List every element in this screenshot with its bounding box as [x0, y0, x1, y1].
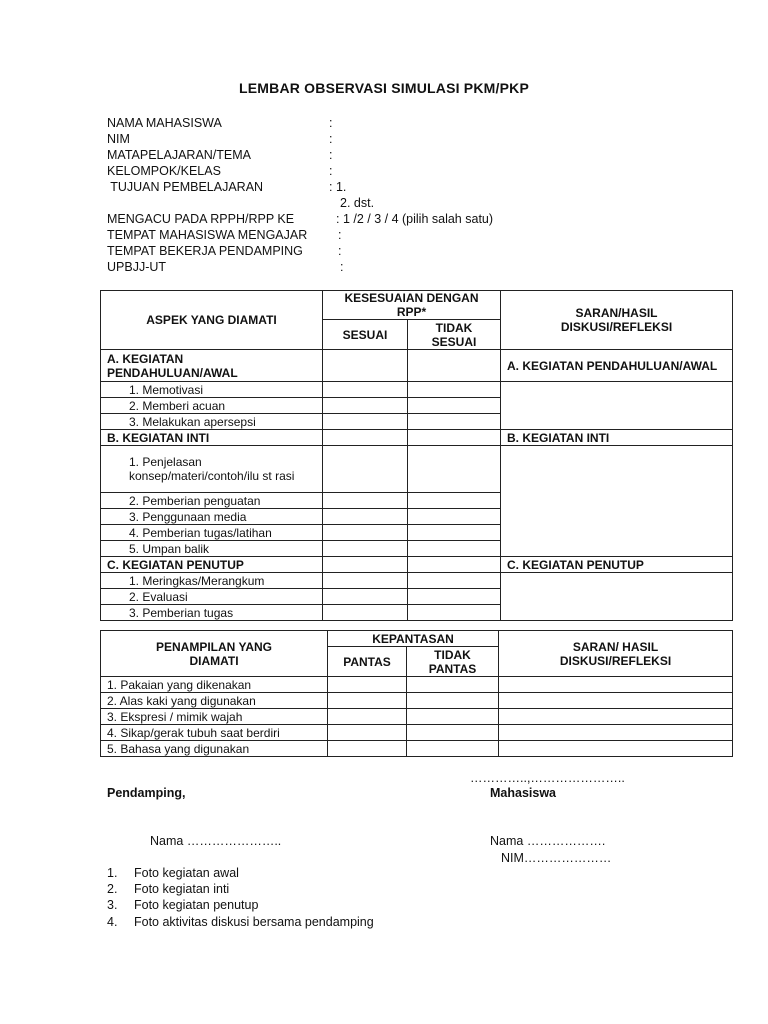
- attachment-item: [107, 898, 258, 912]
- saran-cell[interactable]: [499, 741, 733, 757]
- attachment-text: Foto kegiatan inti: [134, 882, 230, 896]
- aspect-item: 2. Evaluasi: [101, 589, 323, 605]
- field-label: UPBJJ-UT: [107, 260, 167, 274]
- check-sesuai-cell[interactable]: [323, 605, 408, 621]
- check-pantas-cell[interactable]: [328, 677, 407, 693]
- check-tidak-sesuai-cell[interactable]: [408, 446, 501, 493]
- check-pantas-cell[interactable]: [328, 709, 407, 725]
- check-sesuai-cell[interactable]: [323, 573, 408, 589]
- aspect-item: 2. Pemberian penguatan: [101, 493, 323, 509]
- check-tidak-pantas-cell[interactable]: [407, 677, 499, 693]
- saran-section-b-cell[interactable]: [501, 446, 733, 557]
- field-separator: :: [338, 244, 342, 258]
- field-label: MATAPELAJARAN/TEMA: [107, 148, 252, 162]
- saran-cell[interactable]: [499, 677, 733, 693]
- attachment-item: [107, 882, 229, 896]
- attachment-item: [107, 866, 239, 880]
- check-tidak-sesuai-cell[interactable]: [408, 525, 501, 541]
- check-tidak-sesuai-cell[interactable]: [408, 493, 501, 509]
- check-tidak-sesuai-cell[interactable]: [408, 398, 501, 414]
- appearance-item: 2. Alas kaki yang digunakan: [101, 693, 328, 709]
- appearance-item: 1. Pakaian yang dikenakan: [101, 677, 328, 693]
- check-sesuai-cell[interactable]: [323, 509, 408, 525]
- check-sesuai-cell[interactable]: [323, 557, 408, 573]
- saran-section-a-cell[interactable]: [501, 382, 733, 430]
- field-separator: : 1.: [329, 180, 347, 194]
- saran-cell[interactable]: [499, 725, 733, 741]
- appearance-header: PENAMPILAN YANG DIAMATI: [101, 631, 328, 677]
- check-sesuai-cell[interactable]: [323, 350, 408, 382]
- section-a-title: A. KEGIATAN PENDAHULUAN/AWAL: [101, 350, 323, 382]
- saran-section-c-cell[interactable]: [501, 573, 733, 621]
- date-line: …………..,…………………..: [470, 771, 625, 785]
- field-separator: :: [340, 260, 344, 274]
- aspect-item: 3. Melakukan apersepsi: [101, 414, 323, 430]
- appearance-item: 4. Sikap/gerak tubuh saat berdiri: [101, 725, 328, 741]
- attachment-number: 2.: [107, 882, 118, 896]
- check-pantas-cell[interactable]: [328, 725, 407, 741]
- field-label: TEMPAT BEKERJA PENDAMPING: [107, 244, 303, 258]
- pantas-header: PANTAS: [328, 647, 407, 677]
- saran-header: SARAN/HASIL DISKUSI/REFLEKSI: [501, 291, 733, 350]
- aspect-item: 1. Penjelasan konsep/materi/contoh/ilu st rasi: [101, 446, 323, 493]
- check-tidak-sesuai-cell[interactable]: [408, 382, 501, 398]
- kepantasan-header: KEPANTASAN: [328, 631, 499, 647]
- check-sesuai-cell[interactable]: [323, 541, 408, 557]
- observation-table: [100, 290, 733, 621]
- saran-cell[interactable]: [499, 693, 733, 709]
- attachment-number: 4.: [107, 915, 118, 929]
- section-b-title: B. KEGIATAN INTI: [101, 430, 323, 446]
- field-separator: :: [329, 148, 333, 162]
- sesuai-header: SESUAI: [323, 320, 408, 350]
- field-separator: :: [338, 228, 342, 242]
- page-title: LEMBAR OBSERVASI SIMULASI PKM/PKP: [239, 80, 529, 96]
- check-tidak-sesuai-cell[interactable]: [408, 350, 501, 382]
- saran-section-a-title: A. KEGIATAN PENDAHULUAN/AWAL: [501, 350, 733, 382]
- attachment-item: [107, 915, 374, 929]
- attachment-text: Foto aktivitas diskusi bersama pendamping: [134, 915, 374, 929]
- check-pantas-cell[interactable]: [328, 693, 407, 709]
- check-tidak-sesuai-cell[interactable]: [408, 541, 501, 557]
- kesesuaian-header: KESESUAIAN DENGAN RPP*: [323, 291, 501, 320]
- field-separator: 2. dst.: [340, 196, 375, 210]
- section-c-title: C. KEGIATAN PENUTUP: [101, 557, 323, 573]
- check-sesuai-cell[interactable]: [323, 589, 408, 605]
- check-tidak-sesuai-cell[interactable]: [408, 557, 501, 573]
- saran-header-2: SARAN/ HASIL DISKUSI/REFLEKSI: [499, 631, 733, 677]
- check-sesuai-cell[interactable]: [323, 414, 408, 430]
- check-tidak-sesuai-cell[interactable]: [408, 605, 501, 621]
- check-sesuai-cell[interactable]: [323, 493, 408, 509]
- aspect-item: 5. Umpan balik: [101, 541, 323, 557]
- check-tidak-sesuai-cell[interactable]: [408, 573, 501, 589]
- mahasiswa-label: Mahasiswa: [490, 786, 557, 800]
- aspect-item: 3. Penggunaan media: [101, 509, 323, 525]
- aspect-item: 3. Pemberian tugas: [101, 605, 323, 621]
- aspect-header: ASPEK YANG DIAMATI: [101, 291, 323, 350]
- appearance-table: [100, 630, 733, 757]
- saran-section-c-title: C. KEGIATAN PENUTUP: [501, 557, 733, 573]
- check-tidak-pantas-cell[interactable]: [407, 693, 499, 709]
- check-tidak-pantas-cell[interactable]: [407, 741, 499, 757]
- field-label: TEMPAT MAHASISWA MENGAJAR: [107, 228, 308, 242]
- check-tidak-sesuai-cell[interactable]: [408, 589, 501, 605]
- aspect-item: 1. Meringkas/Merangkum: [101, 573, 323, 589]
- tidak-sesuai-header: TIDAK SESUAI: [408, 320, 501, 350]
- field-separator: :: [329, 132, 333, 146]
- check-tidak-pantas-cell[interactable]: [407, 725, 499, 741]
- attachment-text: Foto kegiatan awal: [134, 866, 239, 880]
- saran-cell[interactable]: [499, 709, 733, 725]
- field-label: NAMA MAHASISWA: [107, 116, 222, 130]
- attachment-number: 1.: [107, 866, 118, 880]
- check-tidak-sesuai-cell[interactable]: [408, 509, 501, 525]
- check-sesuai-cell[interactable]: [323, 525, 408, 541]
- check-sesuai-cell[interactable]: [323, 398, 408, 414]
- field-label: NIM: [107, 132, 130, 146]
- nama-pendamping-line: Nama …………………..: [150, 834, 282, 848]
- field-separator: : 1 /2 / 3 / 4 (pilih salah satu): [336, 212, 494, 226]
- field-label: TUJUAN PEMBELAJARAN: [107, 180, 264, 194]
- attachment-number: 3.: [107, 898, 118, 912]
- field-label: MENGACU PADA RPPH/RPP KE: [107, 212, 295, 226]
- nama-mahasiswa-line: Nama ……………….: [490, 834, 606, 848]
- check-pantas-cell[interactable]: [328, 741, 407, 757]
- appearance-item: 5. Bahasa yang digunakan: [101, 741, 328, 757]
- field-separator: :: [329, 116, 333, 130]
- attachment-text: Foto kegiatan penutup: [134, 898, 259, 912]
- pendamping-label: Pendamping,: [107, 786, 186, 800]
- check-tidak-sesuai-cell[interactable]: [408, 414, 501, 430]
- appearance-item: 3. Ekspresi / mimik wajah: [101, 709, 328, 725]
- saran-section-b-title: B. KEGIATAN INTI: [501, 430, 733, 446]
- check-sesuai-cell[interactable]: [323, 446, 408, 493]
- aspect-item: 1. Memotivasi: [101, 382, 323, 398]
- check-tidak-pantas-cell[interactable]: [407, 709, 499, 725]
- check-sesuai-cell[interactable]: [323, 430, 408, 446]
- aspect-item: 2. Memberi acuan: [101, 398, 323, 414]
- field-separator: :: [329, 164, 333, 178]
- nim-line: NIM…………………: [501, 851, 612, 865]
- check-tidak-sesuai-cell[interactable]: [408, 430, 501, 446]
- field-label: KELOMPOK/KELAS: [107, 164, 221, 178]
- tidak-pantas-header: TIDAK PANTAS: [407, 647, 499, 677]
- aspect-item: 4. Pemberian tugas/latihan: [101, 525, 323, 541]
- check-sesuai-cell[interactable]: [323, 382, 408, 398]
